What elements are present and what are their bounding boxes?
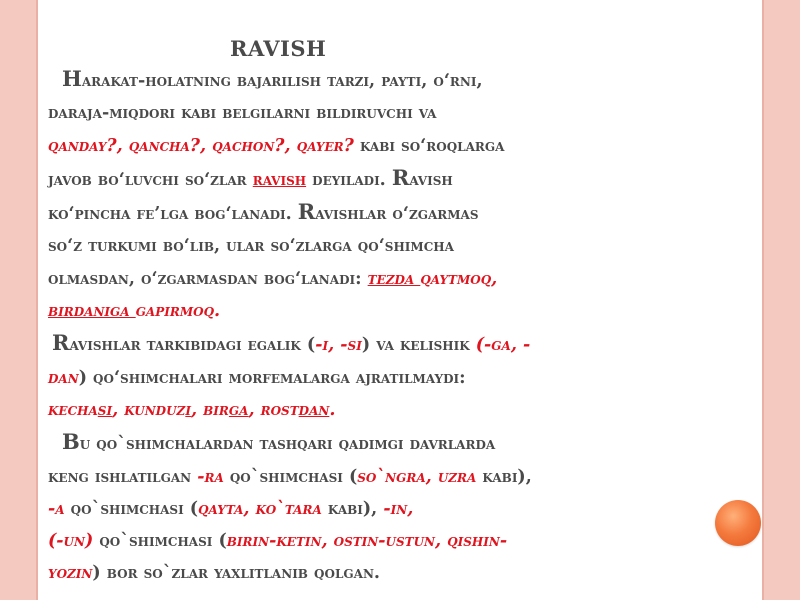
example-word: , bir xyxy=(190,399,229,420)
drop-cap: B xyxy=(62,429,80,455)
suffix-example: -ra xyxy=(197,466,224,487)
text-run: avishlar tarkibidagi egalik ( xyxy=(69,335,316,356)
text-line xyxy=(48,557,728,589)
text-run: kabi), xyxy=(321,498,384,519)
text-line xyxy=(48,362,728,394)
example-word: yozin xyxy=(48,563,93,584)
text-run: daraja-miqdori kabi belgilarni bildiruvchi va xyxy=(48,103,437,124)
text-run: qo`shimchasi ( xyxy=(64,498,199,519)
text-run: avishlar o‘zgarmas xyxy=(315,204,479,225)
example-suffix: dan xyxy=(298,399,330,420)
text-line xyxy=(48,130,728,162)
text-line xyxy=(48,63,728,97)
text-line xyxy=(48,493,728,525)
slide-body xyxy=(48,63,728,590)
drop-cap: R xyxy=(52,330,70,356)
text-run: kabi), xyxy=(476,466,532,487)
text-run: ) va kelishik xyxy=(361,335,476,356)
text-run: kabi so‘roqlarga xyxy=(353,135,505,156)
text-run: olmasdan, o‘zgarmasdan bog‘lanadi: xyxy=(48,268,368,289)
highlight-term-ravish: ravish xyxy=(252,169,307,190)
text-run: u qo`shimchalardan tashqari qadimgi davrlarda xyxy=(79,434,496,455)
text-run: so‘z turkumi bo‘lib, ular so‘zlarga qo‘shimcha xyxy=(48,236,454,257)
text-line xyxy=(48,263,728,295)
text-run: deyiladi. xyxy=(306,169,392,190)
example-word: kecha xyxy=(48,399,98,420)
suffix-example: (-ga, - xyxy=(475,335,531,356)
text-line xyxy=(48,97,728,129)
text-line xyxy=(48,196,728,230)
text-run: qo`shimchasi ( xyxy=(223,466,358,487)
text-line xyxy=(48,461,728,493)
text-line xyxy=(48,230,728,262)
example-word: birin-ketin, ostin-ustun, qishin- xyxy=(226,531,508,552)
example-word: qaytmoq, xyxy=(420,268,498,289)
example-word: tezda xyxy=(367,268,421,289)
orange-orb-decoration xyxy=(715,500,761,546)
text-run: qo`shimchasi ( xyxy=(93,531,227,552)
text-line xyxy=(48,426,728,460)
suffix-example: -a xyxy=(48,498,65,519)
suffix-example: (-un) xyxy=(48,531,94,552)
example-suffix: ga xyxy=(228,399,249,420)
drop-cap: R xyxy=(297,199,316,225)
example-word: so`ngra, uzra xyxy=(357,466,477,487)
text-line xyxy=(48,295,728,327)
suffix-example: -i, -si xyxy=(315,335,362,356)
slide xyxy=(38,0,762,600)
text-run: avish xyxy=(409,169,453,190)
text-line xyxy=(48,525,728,557)
example-suffix: si xyxy=(97,399,113,420)
drop-cap: R xyxy=(391,164,410,190)
example-suffix: i xyxy=(185,399,191,420)
text-line xyxy=(48,327,728,361)
suffix-example: dan xyxy=(48,367,79,388)
text-run: ko‘pincha fe’lga bog‘lanadi. xyxy=(48,204,298,225)
drop-cap: H xyxy=(62,66,82,91)
slide-title: RAVISH xyxy=(230,36,327,61)
text-run: ) bor so`zlar yaxlitlanib qolgan. xyxy=(92,563,381,584)
text-line xyxy=(48,162,728,196)
text-run: arakat-holatning bajarilish tarzi, payti, o‘rni, xyxy=(81,71,483,91)
example-word: , rost xyxy=(248,399,299,420)
example-word: qayta, ko`tara xyxy=(198,498,322,519)
text-run: keng ishlatilgan xyxy=(48,466,198,487)
left-frame-border xyxy=(0,0,36,600)
example-word: birdaniga xyxy=(48,301,136,322)
right-frame-rule xyxy=(762,0,764,600)
example-word: gapirmoq. xyxy=(135,301,221,322)
text-run: ) qo‘shimchalari morfemalarga ajratilmaydi: xyxy=(78,367,466,388)
example-word: , kunduz xyxy=(112,399,186,420)
text-line xyxy=(48,394,728,426)
highlight-questions: qanday?, qancha?, qachon?, qayer? xyxy=(48,135,354,156)
right-frame-border xyxy=(764,0,800,600)
punctuation: . xyxy=(329,399,336,420)
suffix-example: -in, xyxy=(383,498,414,519)
text-run: javob bo‘luvchi so‘zlar xyxy=(48,169,253,190)
